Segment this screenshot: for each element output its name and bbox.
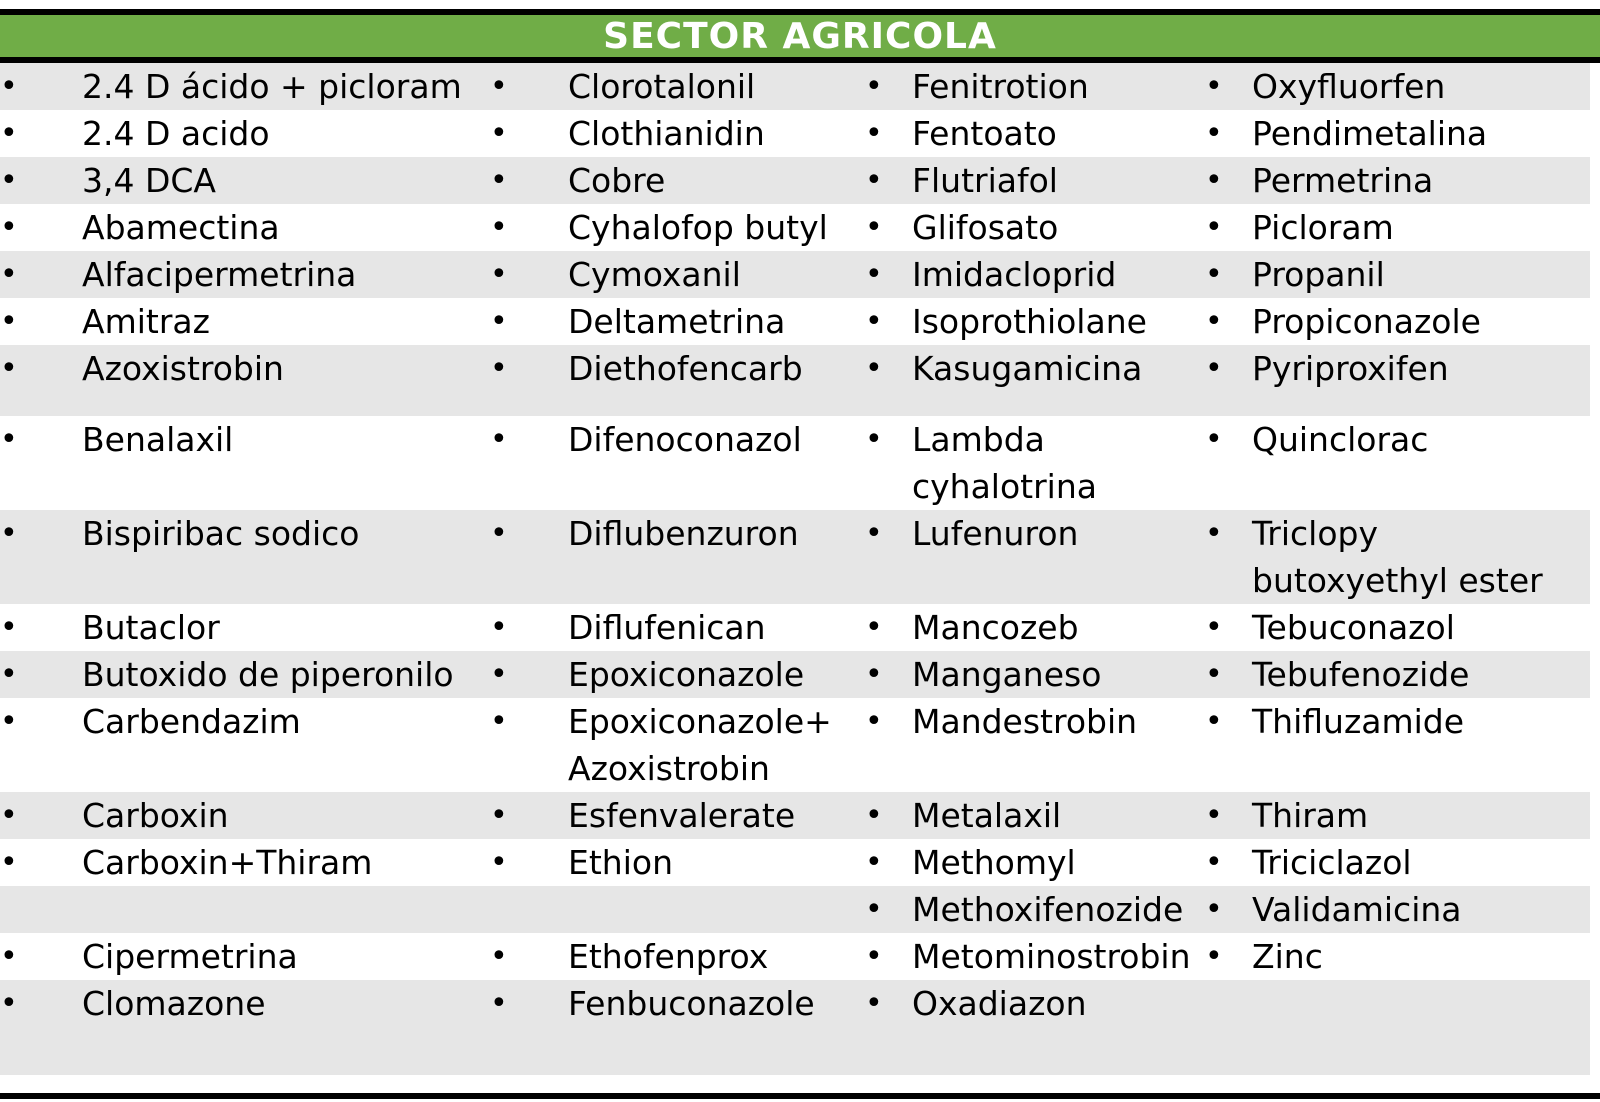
substance-name: 2.4 D ácido + picloram	[82, 67, 462, 106]
substance-name: Isoprothiolane	[912, 302, 1147, 341]
bullet-icon: •	[0, 163, 18, 198]
table-row	[0, 345, 1590, 416]
table-row	[0, 651, 1590, 698]
bullet-icon: •	[490, 422, 508, 457]
substance-name: Diflufenican	[568, 608, 766, 647]
substance-name: Cyhalofop butyl	[568, 208, 828, 247]
substance-name: Clorotalonil	[568, 67, 756, 106]
bullet-icon: •	[490, 610, 508, 645]
bullet-icon: •	[865, 304, 883, 339]
substance-name: Flutriafol	[912, 161, 1058, 200]
substance-name: Pendimetalina	[1252, 114, 1488, 153]
bullet-icon: •	[865, 257, 883, 292]
table-header	[0, 15, 1600, 57]
bullet-icon: •	[1205, 422, 1223, 457]
bullet-icon: •	[1205, 257, 1223, 292]
bullet-icon: •	[490, 516, 508, 551]
bottom-rule	[0, 1093, 1600, 1099]
substance-name: Epoxiconazole+	[568, 702, 832, 741]
substance-name: Deltametrina	[568, 302, 786, 341]
substance-name: Permetrina	[1252, 161, 1434, 200]
bullet-icon: •	[865, 516, 883, 551]
bullet-icon: •	[490, 939, 508, 974]
substance-name: Epoxiconazole	[568, 655, 805, 694]
substance-name: Fentoato	[912, 114, 1057, 153]
bullet-icon: •	[0, 210, 18, 245]
substance-name: Tebufenozide	[1252, 655, 1470, 694]
substance-name: Methomyl	[912, 843, 1076, 882]
substance-name: Carboxin+Thiram	[82, 843, 373, 882]
bullet-icon: •	[490, 116, 508, 151]
substance-name: Mancozeb	[912, 608, 1079, 647]
bullet-icon: •	[490, 210, 508, 245]
bullet-icon: •	[0, 939, 18, 974]
bullet-icon: •	[0, 610, 18, 645]
substance-name: 3,4 DCA	[82, 161, 216, 200]
bullet-icon: •	[865, 210, 883, 245]
substance-name: Zinc	[1252, 937, 1323, 976]
table-row	[0, 63, 1590, 110]
substance-name: Kasugamicina	[912, 349, 1143, 388]
substance-name: butoxyethyl ester	[1252, 561, 1543, 600]
table-row	[0, 510, 1590, 604]
table-row	[0, 933, 1590, 980]
substance-name: Abamectina	[82, 208, 280, 247]
bullet-icon: •	[1205, 845, 1223, 880]
bullet-icon: •	[865, 892, 883, 927]
substance-name: Quinclorac	[1252, 420, 1429, 459]
bullet-icon: •	[490, 704, 508, 739]
bullet-icon: •	[490, 69, 508, 104]
substance-name: Oxyfluorfen	[1252, 67, 1446, 106]
bullet-icon: •	[1205, 163, 1223, 198]
substance-name: Fenitrotion	[912, 67, 1089, 106]
bullet-icon: •	[490, 657, 508, 692]
bullet-icon: •	[865, 610, 883, 645]
substance-name: Pyriproxifen	[1252, 349, 1449, 388]
bullet-icon: •	[865, 986, 883, 1021]
substance-name: Cymoxanil	[568, 255, 741, 294]
substance-name: Cipermetrina	[82, 937, 298, 976]
substance-name: Difenoconazol	[568, 420, 802, 459]
bullet-icon: •	[490, 845, 508, 880]
substance-name: Cobre	[568, 161, 666, 200]
substance-name: cyhalotrina	[912, 467, 1097, 506]
bullet-icon: •	[0, 845, 18, 880]
substance-name: Thifluzamide	[1252, 702, 1465, 741]
substance-name: Picloram	[1252, 208, 1394, 247]
table-title: SECTOR AGRICOLA	[603, 15, 997, 57]
table-row	[0, 886, 1590, 933]
table-row	[0, 204, 1590, 251]
bullet-icon: •	[1205, 69, 1223, 104]
bullet-icon: •	[865, 163, 883, 198]
substance-name: Propanil	[1252, 255, 1385, 294]
substance-name: Validamicina	[1252, 890, 1462, 929]
bullet-icon: •	[0, 351, 18, 386]
bullet-icon: •	[1205, 351, 1223, 386]
bullet-icon: •	[865, 845, 883, 880]
substance-name: Clothianidin	[568, 114, 765, 153]
substance-name: Carboxin	[82, 796, 229, 835]
substance-name: Bispiribac sodico	[82, 514, 360, 553]
table-row	[0, 839, 1590, 886]
substance-name: Diflubenzuron	[568, 514, 799, 553]
substance-name: Triciclazol	[1252, 843, 1412, 882]
bullet-icon: •	[490, 986, 508, 1021]
table-row	[0, 110, 1590, 157]
bullet-icon: •	[1205, 657, 1223, 692]
bullet-icon: •	[0, 257, 18, 292]
bullet-icon: •	[0, 986, 18, 1021]
substance-name: Butoxido de piperonilo	[82, 655, 454, 694]
substance-name: 2.4 D acido	[82, 114, 270, 153]
substance-name: Esfenvalerate	[568, 796, 796, 835]
table-row	[0, 792, 1590, 839]
substance-name: Imidacloprid	[912, 255, 1117, 294]
substance-name: Clomazone	[82, 984, 266, 1023]
bullet-icon: •	[1205, 892, 1223, 927]
table-row	[0, 251, 1590, 298]
bullet-icon: •	[0, 116, 18, 151]
substance-name: Metalaxil	[912, 796, 1062, 835]
substance-name: Lambda	[912, 420, 1045, 459]
substance-name: Butaclor	[82, 608, 220, 647]
substance-name: Ethofenprox	[568, 937, 769, 976]
bullet-icon: •	[0, 69, 18, 104]
bullet-icon: •	[865, 69, 883, 104]
bullet-icon: •	[1205, 610, 1223, 645]
bullet-icon: •	[490, 798, 508, 833]
substance-name: Triclopy	[1252, 514, 1379, 553]
substance-name: Methoxifenozide	[912, 890, 1184, 929]
bullet-icon: •	[1205, 304, 1223, 339]
substance-table	[0, 63, 1590, 1075]
bullet-icon: •	[1205, 939, 1223, 974]
substance-name: Lufenuron	[912, 514, 1079, 553]
bullet-icon: •	[865, 939, 883, 974]
substance-name: Azoxistrobin	[82, 349, 284, 388]
bullet-icon: •	[490, 163, 508, 198]
substance-name: Metominostrobin	[912, 937, 1191, 976]
bullet-icon: •	[865, 704, 883, 739]
substance-name: Mandestrobin	[912, 702, 1138, 741]
bullet-icon: •	[1205, 516, 1223, 551]
bullet-icon: •	[0, 704, 18, 739]
bullet-icon: •	[490, 304, 508, 339]
bullet-icon: •	[1205, 116, 1223, 151]
table-row	[0, 604, 1590, 651]
bullet-icon: •	[490, 257, 508, 292]
substance-name: Fenbuconazole	[568, 984, 815, 1023]
substance-name: Azoxistrobin	[568, 749, 770, 788]
bullet-icon: •	[0, 304, 18, 339]
substance-name: Thiram	[1252, 796, 1369, 835]
substance-name: Alfacipermetrina	[82, 255, 357, 294]
table-row	[0, 416, 1590, 510]
substance-name: Oxadiazon	[912, 984, 1087, 1023]
substance-name: Carbendazim	[82, 702, 301, 741]
table-row	[0, 980, 1590, 1075]
bullet-icon: •	[0, 798, 18, 833]
substance-name: Ethion	[568, 843, 673, 882]
bullet-icon: •	[0, 422, 18, 457]
substance-name: Manganeso	[912, 655, 1102, 694]
bullet-icon: •	[1205, 798, 1223, 833]
bullet-icon: •	[490, 351, 508, 386]
substance-name: Diethofencarb	[568, 349, 803, 388]
bullet-icon: •	[1205, 704, 1223, 739]
table-row	[0, 157, 1590, 204]
bullet-icon: •	[865, 657, 883, 692]
bullet-icon: •	[865, 351, 883, 386]
bullet-icon: •	[865, 116, 883, 151]
substance-name: Glifosato	[912, 208, 1059, 247]
bullet-icon: •	[0, 516, 18, 551]
substance-name: Amitraz	[82, 302, 210, 341]
bullet-icon: •	[0, 657, 18, 692]
substance-name: Tebuconazol	[1252, 608, 1455, 647]
bullet-icon: •	[1205, 210, 1223, 245]
substance-name: Propiconazole	[1252, 302, 1481, 341]
bullet-icon: •	[865, 798, 883, 833]
table-row	[0, 698, 1590, 792]
table-row	[0, 298, 1590, 345]
bullet-icon: •	[865, 422, 883, 457]
substance-name: Benalaxil	[82, 420, 234, 459]
